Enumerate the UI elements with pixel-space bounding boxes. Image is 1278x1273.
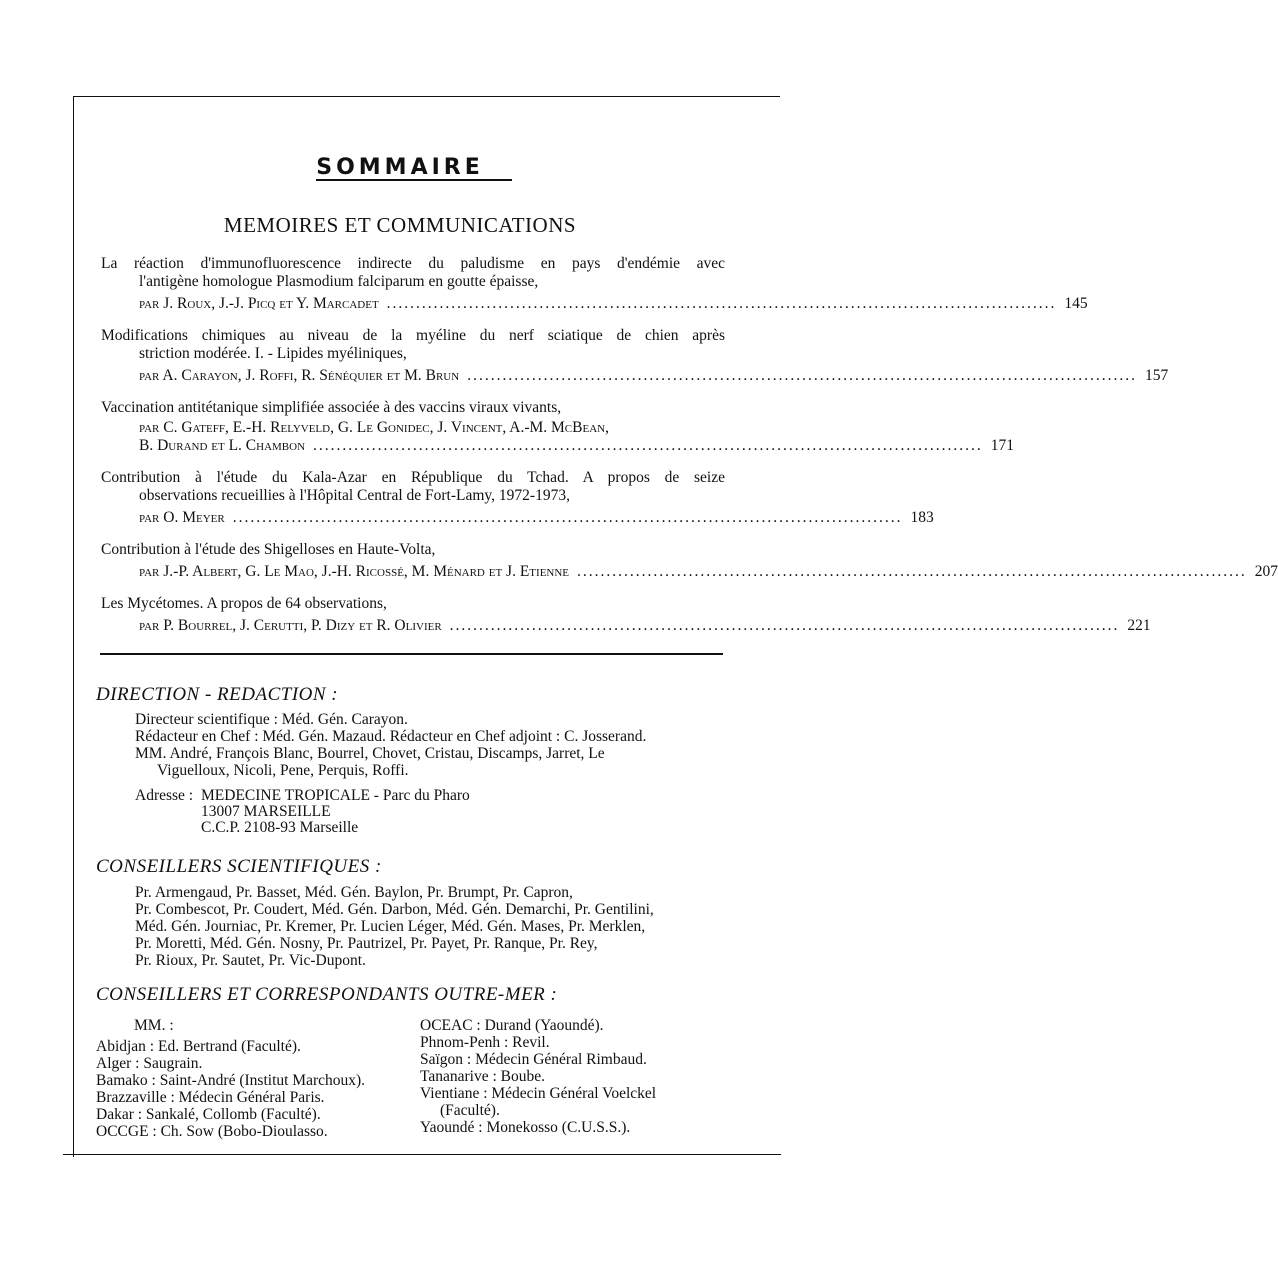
articles-list xyxy=(101,255,1278,649)
correspondent-line: OCEAC : Durand (Yaoundé). xyxy=(420,1017,604,1034)
article-authors: par P. Bourrel, J. Cerutti, P. Dizy et R. Olivier xyxy=(139,617,442,634)
correspondent-line: Dakar : Sankalé, Collomb (Faculté). xyxy=(96,1106,321,1123)
correspondent-line: OCCGE : Ch. Sow (Bobo-Dioulasso. xyxy=(96,1123,328,1140)
article-byline xyxy=(101,367,1169,385)
article-page: 145 xyxy=(1064,295,1088,312)
page-title: SOMMAIRE xyxy=(316,155,484,180)
mm-label: MM. : xyxy=(134,1017,174,1034)
direction-heading: DIRECTION - REDACTION : xyxy=(96,684,339,705)
article-byline xyxy=(101,295,1088,313)
article-authors: B. Durand et L. Chambon xyxy=(139,437,306,454)
article-title-line: Vaccination antitétanique simplifiée associée à des vaccins viraux vivants, xyxy=(101,399,562,416)
article-title-line: l'antigène homologue Plasmodium falciparum en goutte épaisse, xyxy=(139,273,539,290)
correspondent-line: Saïgon : Médecin Général Rimbaud. xyxy=(420,1051,647,1068)
article-entry[interactable] xyxy=(101,255,1088,313)
correspondent-line: Bamako : Saint-André (Institut Marchoux). xyxy=(96,1072,366,1089)
outre-mer-right-column xyxy=(420,1017,732,1136)
article-title-line: Contribution à l'étude des Shigelloses en Haute-Volta, xyxy=(101,541,436,558)
direction-block xyxy=(135,711,725,779)
title-underline xyxy=(316,179,512,181)
conseillers-line: Méd. Gén. Journiac, Pr. Kremer, Pr. Lucien Léger, Méd. Gén. Mases, Pr. Merklen, xyxy=(135,918,646,935)
conseillers-line: Pr. Combescot, Pr. Coudert, Méd. Gén. Darbon, Méd. Gén. Demarchi, Pr. Gentilini, xyxy=(135,901,654,918)
address-line: MEDECINE TROPICALE - Parc du Pharo xyxy=(201,787,470,804)
address-block xyxy=(135,788,655,836)
section-title: MEMOIRES ET COMMUNICATIONS xyxy=(223,213,577,237)
article-page: 157 xyxy=(1144,367,1169,384)
correspondent-line: Yaoundé : Monekosso (C.U.S.S.). xyxy=(420,1119,631,1136)
correspondent-line: Vientiane : Médecin Général Voelckel xyxy=(420,1085,657,1102)
direction-line: Directeur scientifique : Méd. Gén. Carayon. xyxy=(135,711,408,728)
article-title-line: Contribution à l'étude du Kala-Azar en République du Tchad. A propos de seize xyxy=(101,469,725,486)
conseillers-line: Pr. Moretti, Méd. Gén. Nosny, Pr. Pautrizel, Pr. Payet, Pr. Ranque, Pr. Rey, xyxy=(135,935,598,952)
article-page: 183 xyxy=(910,509,934,526)
article-entry[interactable] xyxy=(101,469,934,527)
article-title-line: Les Mycétomes. A propos de 64 observations, xyxy=(101,595,387,612)
article-entry[interactable] xyxy=(101,595,1151,635)
article-title-line: observations recueillies à l'Hôpital Central de Fort-Lamy, 1972-1973, xyxy=(139,487,570,504)
conseillers-block xyxy=(135,884,725,969)
article-entry[interactable] xyxy=(101,541,1278,581)
outre-mer-left-column xyxy=(96,1017,426,1140)
correspondent-line: Phnom-Penh : Revil. xyxy=(420,1034,550,1051)
dot-leader: .................................................................................................................. xyxy=(313,437,983,454)
bottom-rule xyxy=(63,1154,781,1155)
correspondent-line: Tananarive : Boube. xyxy=(420,1068,546,1085)
direction-line: Rédacteur en Chef : Méd. Gén. Mazaud. Rédacteur en Chef adjoint : C. Josserand. xyxy=(135,728,647,745)
dot-leader: .................................................................................................................. xyxy=(577,563,1247,580)
article-authors: par J. Roux, J.-J. Picq et Y. Marcadet xyxy=(139,295,379,312)
article-page: 207 xyxy=(1254,563,1278,580)
dot-leader: .................................................................................................................. xyxy=(449,617,1120,634)
article-authors: par C. Gateff, E.-H. Relyveld, G. Le Gonidec, J. Vincent, A.-M. McBean, xyxy=(139,419,609,436)
outre-mer-heading: CONSEILLERS ET CORRESPONDANTS OUTRE-MER : xyxy=(96,984,558,1005)
article-title-line: striction modérée. I. - Lipides myéliniques, xyxy=(139,345,407,362)
conseillers-line: Pr. Rioux, Pr. Sautet, Pr. Vic-Dupont. xyxy=(135,952,366,969)
article-authors: par O. Meyer xyxy=(139,509,225,526)
dot-leader: .................................................................................................................. xyxy=(386,295,1057,312)
article-entry[interactable] xyxy=(101,327,1169,385)
correspondent-line: Brazzaville : Médecin Général Paris. xyxy=(96,1089,325,1106)
correspondent-line: (Faculté). xyxy=(440,1102,500,1119)
direction-line: Viguelloux, Nicoli, Pene, Perquis, Roffi. xyxy=(157,762,409,779)
article-page: 221 xyxy=(1127,617,1151,634)
direction-line: MM. André, François Blanc, Bourrel, Chovet, Cristau, Discamps, Jarret, Le xyxy=(135,745,605,762)
conseillers-heading: CONSEILLERS SCIENTIFIQUES : xyxy=(96,856,382,877)
article-page: 171 xyxy=(990,437,1015,454)
article-title-line: La réaction d'immunofluorescence indirecte du paludisme en pays d'endémie avec xyxy=(101,255,725,272)
article-byline xyxy=(101,509,934,527)
dot-leader: .................................................................................................................. xyxy=(467,367,1137,384)
section-divider xyxy=(100,653,723,655)
dot-leader: .................................................................................................................. xyxy=(232,509,903,526)
article-title-line: Modifications chimiques au niveau de la myéline du nerf sciatique de chien après xyxy=(101,327,725,344)
article-byline xyxy=(101,617,1151,635)
article-byline xyxy=(101,563,1278,581)
address-line: C.C.P. 2108-93 Marseille xyxy=(201,819,359,836)
correspondent-line: Alger : Saugrain. xyxy=(96,1055,203,1072)
article-byline xyxy=(101,437,1015,455)
address-label: Adresse : xyxy=(135,787,194,804)
article-authors: par A. Carayon, J. Roffi, R. Sénéquier et M. Brun xyxy=(139,367,460,384)
article-entry[interactable] xyxy=(101,399,1015,455)
correspondent-line: Abidjan : Ed. Bertrand (Faculté). xyxy=(96,1038,301,1055)
article-authors: par J.-P. Albert, G. Le Mao, J.-H. Ricossé, M. Ménard et J. Etienne xyxy=(139,563,570,580)
conseillers-line: Pr. Armengaud, Pr. Basset, Méd. Gén. Baylon, Pr. Brumpt, Pr. Capron, xyxy=(135,884,573,901)
address-line: 13007 MARSEILLE xyxy=(201,803,331,820)
